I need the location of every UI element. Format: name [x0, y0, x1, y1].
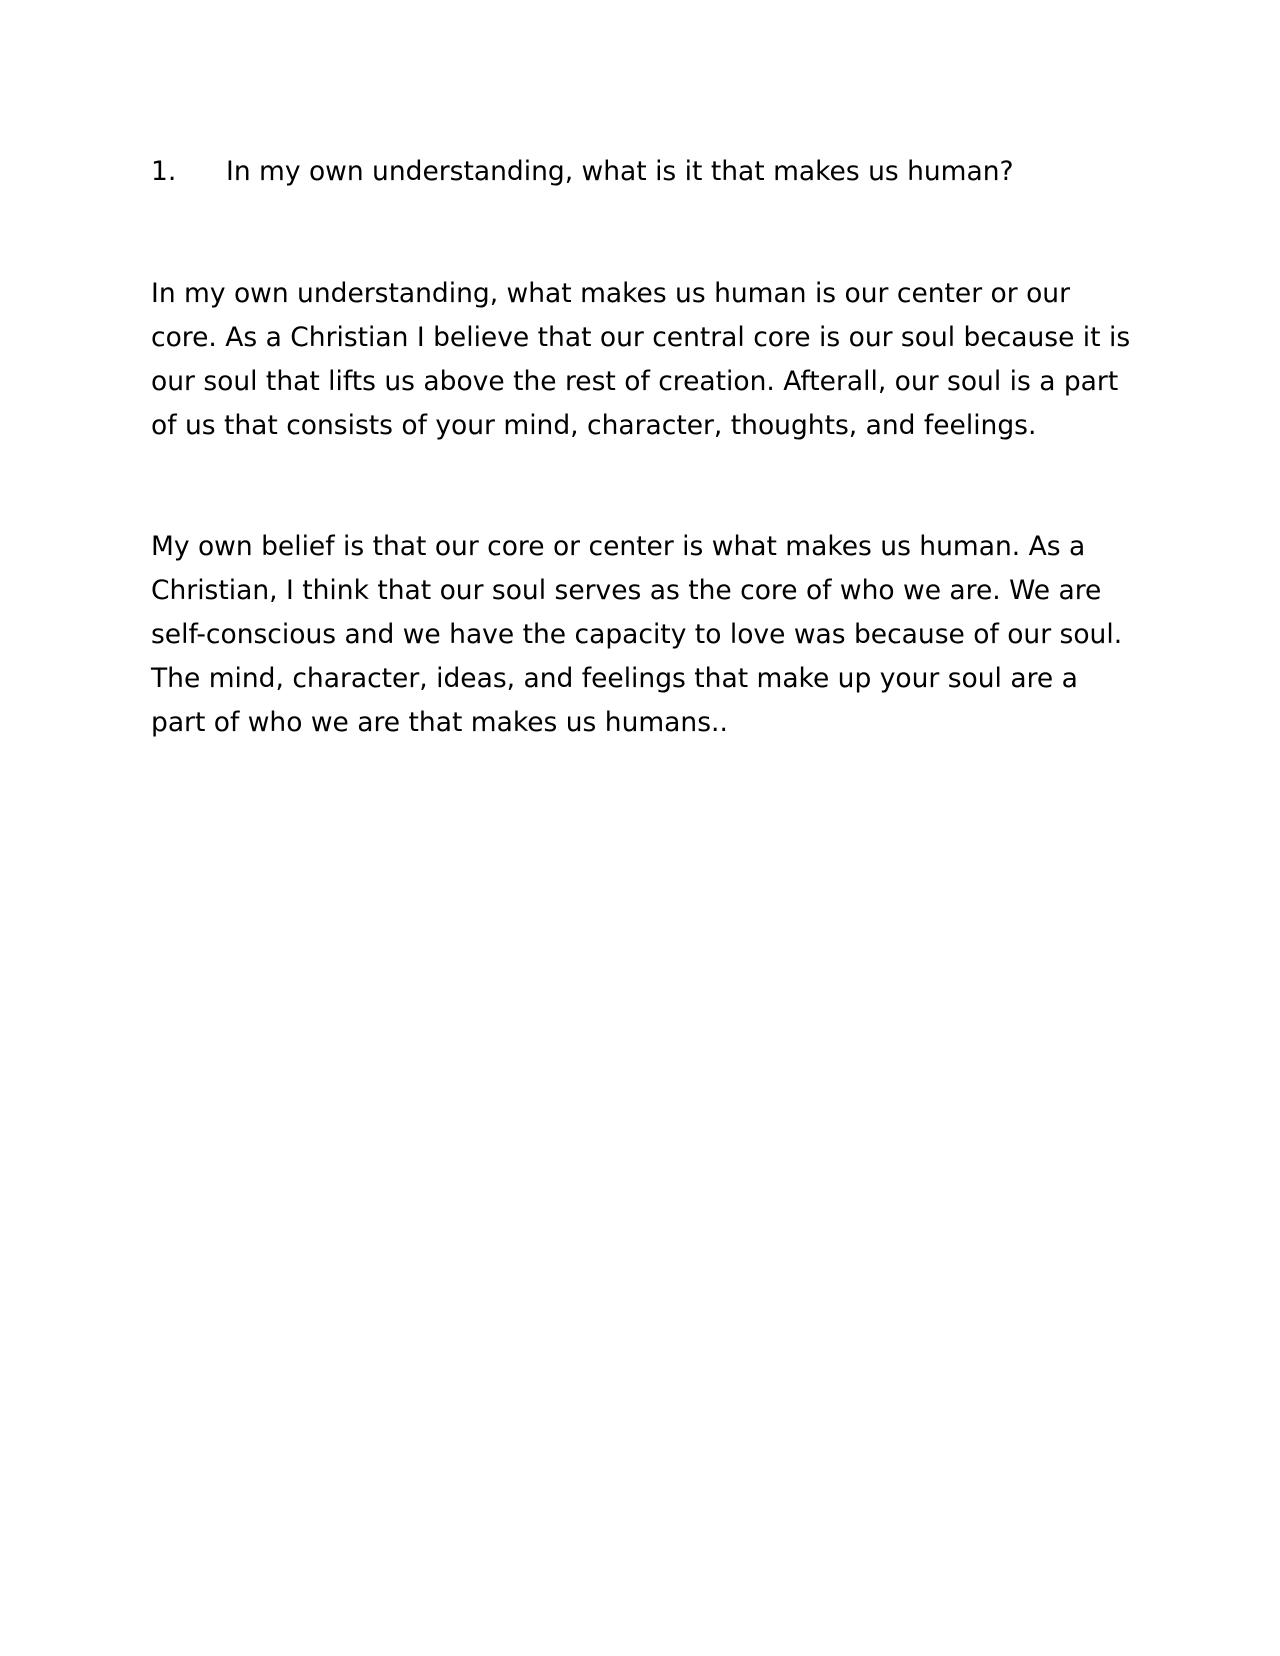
question-number: 1. — [151, 156, 177, 187]
question-heading — [151, 150, 1151, 194]
question-text: In my own understanding, what is it that makes us human? — [226, 156, 1014, 187]
answer-paragraph-1: In my own understanding, what makes us human is our center or our core. As a Christian I believe that our central core is our soul because it is our soul that lifts us above the rest of creation. Afterall, our soul is a part of us that consists of your mind, character, thoughts, and feelings. — [151, 278, 1131, 441]
answer-paragraph-2: My own belief is that our core or center is what makes us human. As a Christian, I think that our soul serves as the core of who we are. We are self-conscious and we have the capacity to love was because of our soul. The mind, character, ideas, and feelings that make up your soul are a part of who we are that makes us humans.. — [151, 531, 1123, 738]
